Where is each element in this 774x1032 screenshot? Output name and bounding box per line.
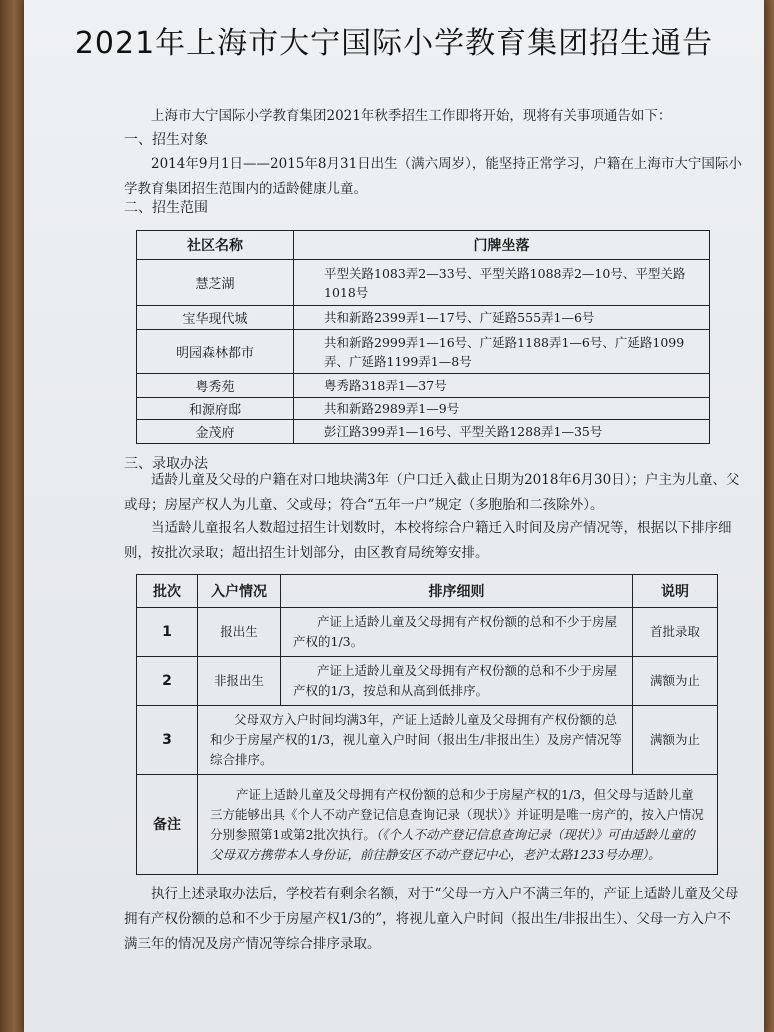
table-header-row <box>137 575 718 608</box>
batch-note: 首批录取 <box>633 608 718 657</box>
batch-number: 2 <box>137 657 198 706</box>
community-name: 慧芝湖 <box>137 260 294 306</box>
table-row <box>137 608 718 657</box>
ranking-detail: 父母双方入户时间均满3年，产证上适龄儿童及父母拥有产权份额的总和少于房屋产权的1/3，视儿童入户时间（报出生/非报出生）及房产情况等综合排序。 <box>198 706 633 775</box>
community-name: 和源府邸 <box>137 398 294 420</box>
batch-number: 1 <box>137 608 198 657</box>
closing-paragraph: 执行上述录取办法后，学校若有剩余名额，对于“父母一方入户不满三年的，产证上适龄儿童及父母拥有产权份额的总和不少于房屋产权1/3的”，将视儿童入户时间（报出生/非报出生）、父母一方入户不满三年的情况及房产情况等综合排序录取。 <box>124 886 739 952</box>
community-name: 明园森林都市 <box>137 330 294 374</box>
remark-cell <box>198 775 718 875</box>
table-row <box>137 306 710 330</box>
header-batch: 批次 <box>137 575 198 608</box>
community-name: 金茂府 <box>137 420 294 444</box>
community-address: 共和新路2989弄1—9号 <box>294 398 710 420</box>
section2-heading: 二、招生范围 <box>124 200 208 216</box>
notice-paper <box>24 0 764 1032</box>
notice-title: 2021年上海市大宁国际小学教育集团招生通告 <box>74 26 714 61</box>
batch-note: 满额为止 <box>633 706 718 775</box>
batch-number: 3 <box>137 706 198 775</box>
remark-text: 产证上适龄儿童及父母拥有产权份额的总和少于房屋产权的1/3，但父母与适龄儿童三方能够出具《个人不动产登记信息查询记录（现状）》并证明是唯一房产的，按入户情况分别参照第1或第2批次执行。 <box>210 786 704 842</box>
residence-status: 报出生 <box>198 608 281 657</box>
remark-label: 备注 <box>137 775 198 875</box>
table-row <box>137 398 710 420</box>
community-address: 共和新路2399弄1—17号、广延路555弄1—6号 <box>294 306 710 330</box>
table-header-row <box>137 231 710 260</box>
table-row <box>137 775 718 875</box>
community-address: 彭江路399弄1—16号、平型关路1288弄1—35号 <box>294 420 710 444</box>
community-name: 宝华现代城 <box>137 306 294 330</box>
residence-status: 非报出生 <box>198 657 281 706</box>
remark-italic-text: （《个人不动产登记信息查询记录（现状）》可由适龄儿童的父母双方携带本人身份证，前往静安区不动产登记中心，老沪太路1233号办理）。 <box>210 826 695 862</box>
community-address: 粤秀路318弄1—37号 <box>294 374 710 398</box>
header-address: 门牌坐落 <box>294 231 710 260</box>
table-row <box>137 706 718 775</box>
header-status: 入户情况 <box>198 575 281 608</box>
section3-para2: 当适龄儿童报名人数超过招生计划数时，本校将综合户籍迁入时间及房产情况等，根据以下排序细则，按批次录取；超出招生计划部分，由区教育局统筹安排。 <box>124 520 732 561</box>
table-row <box>137 330 710 374</box>
enrollment-area-table <box>136 230 710 444</box>
header-note: 说明 <box>633 575 718 608</box>
intro-text: 上海市大宁国际小学教育集团2021年秋季招生工作即将开始，现将有关事项通告如下： <box>151 108 672 124</box>
community-address: 共和新路2999弄1—16号、广延路1188弄1—6号、广延路1099弄、广延路1199弄1—8号 <box>294 330 710 374</box>
wood-background-left <box>0 0 24 1032</box>
table-row <box>137 374 710 398</box>
table-row <box>137 657 718 706</box>
section3-para1: 适龄儿童及父母的户籍在对口地块满3年（户口迁入截止日期为2018年6月30日）；户主为儿童、父或母；房屋产权人为儿童、父或母；符合“五年一户”规定（多胞胎和二孩除外）。 <box>124 472 740 513</box>
section1-heading: 一、招生对象 <box>124 132 208 148</box>
wood-background-right <box>764 0 774 1032</box>
table-row <box>137 260 710 306</box>
section3-heading: 三、录取办法 <box>124 456 208 472</box>
header-community: 社区名称 <box>137 231 294 260</box>
batch-note: 满额为止 <box>633 657 718 706</box>
header-detail: 排序细则 <box>281 575 633 608</box>
ranking-detail: 产证上适龄儿童及父母拥有产权份额的总和不少于房屋产权的1/3。 <box>281 608 633 657</box>
admission-order-table <box>136 574 718 875</box>
ranking-detail: 产证上适龄儿童及父母拥有产权份额的总和不少于房屋产权的1/3，按总和从高到低排序。 <box>281 657 633 706</box>
community-name: 粤秀苑 <box>137 374 294 398</box>
section1-body: 2014年9月1日——2015年8月31日出生（满六周岁），能坚持正常学习，户籍在上海市大宁国际小学教育集团招生范围内的适龄健康儿童。 <box>124 156 742 197</box>
community-address: 平型关路1083弄2—33号、平型关路1088弄2—10号、平型关路1018号 <box>294 260 710 306</box>
table-row <box>137 420 710 444</box>
